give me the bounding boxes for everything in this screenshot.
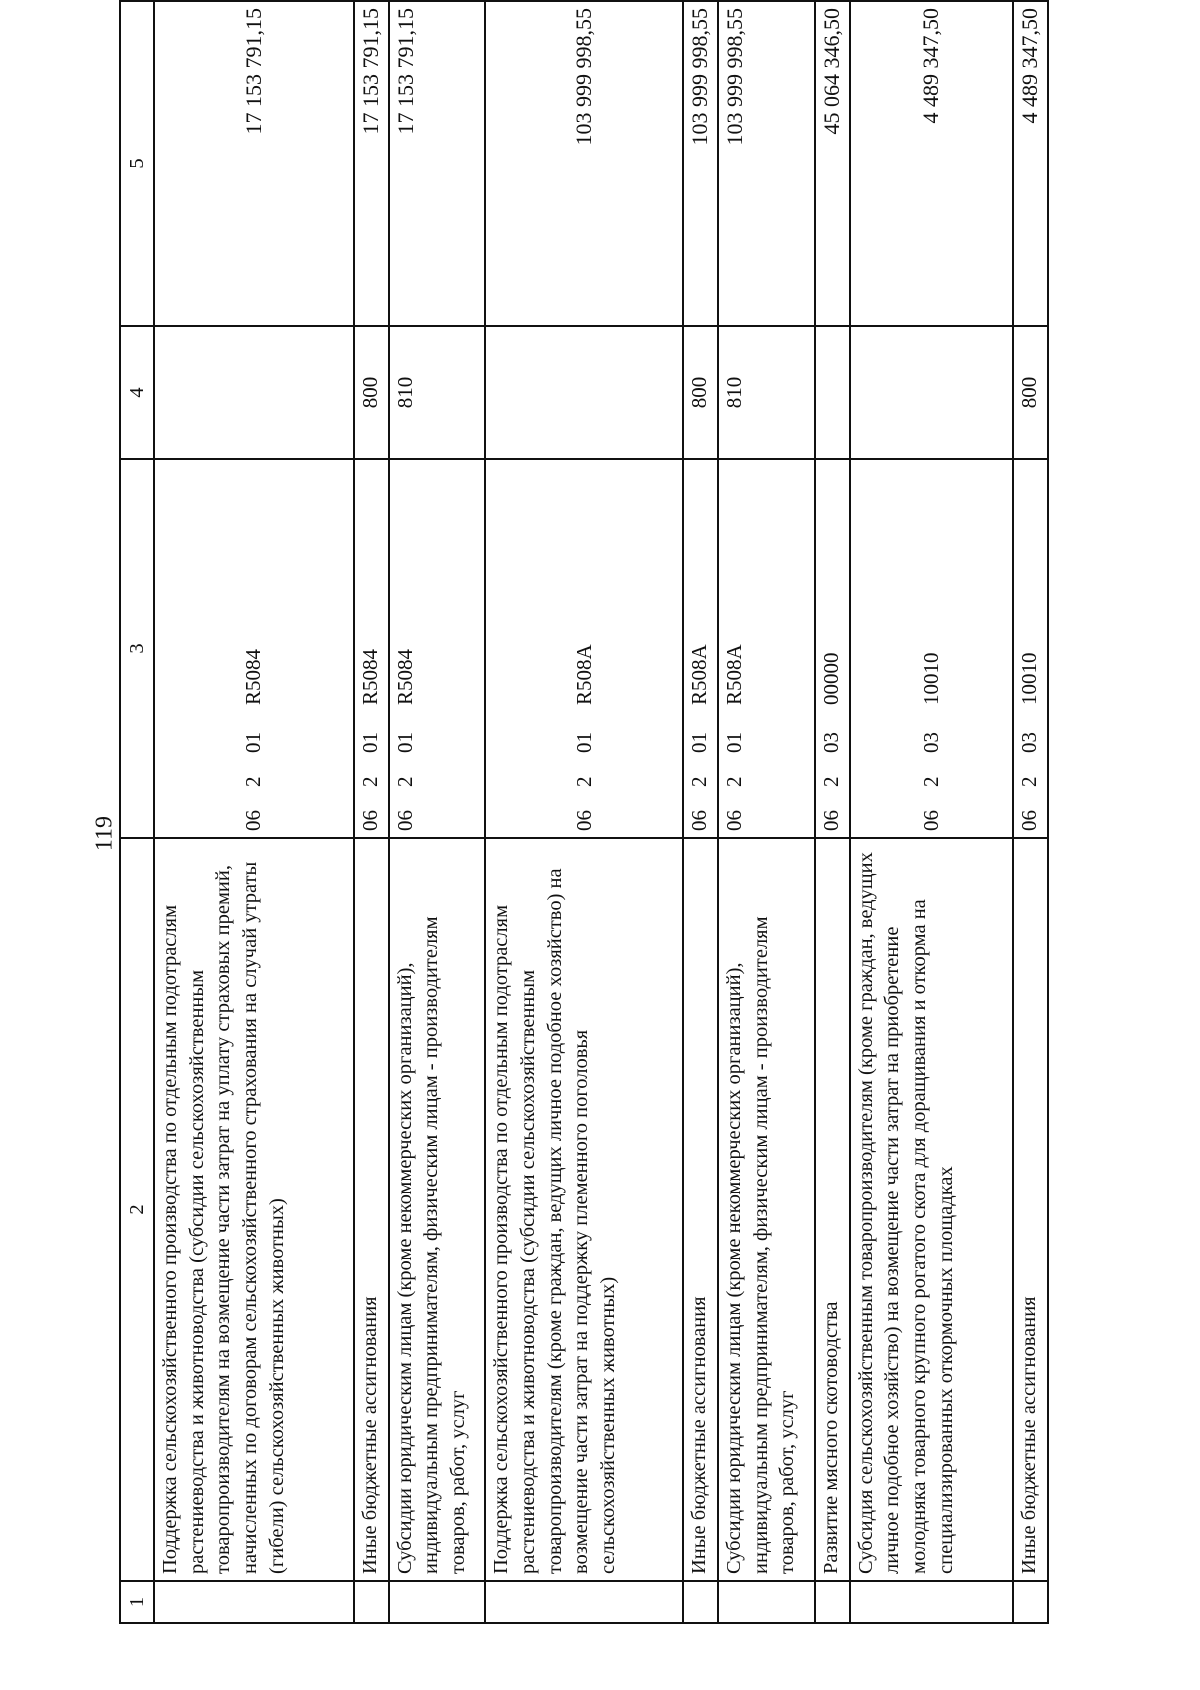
- row-num-cell: [850, 1581, 1013, 1623]
- row-vr-cell: 800: [1013, 326, 1048, 459]
- row-num-cell: [718, 1581, 815, 1623]
- code-part: 03: [1017, 732, 1042, 753]
- row-code-cell: [718, 459, 815, 838]
- row-name-cell: Поддержка сельскохозяйственного производства по отдельным подотраслям растениеводства и животноводства (субсидии сельскохозяйственным товаропроизводителям на возмещение части затрат на уплату страховых премий, начисленных по договорам сельскохозяйственного страхования на случай утраты (гибели) сельскохозяйственных животных): [154, 838, 354, 1581]
- row-name-cell: Иные бюджетные ассигнования: [1013, 838, 1048, 1581]
- row-name-cell: Субсидии юридическим лицам (кроме некоммерческих организаций), индивидуальным предпринимателям, физическим лицам - производителям товаров, работ, услуг: [718, 838, 815, 1581]
- table-row: [154, 1, 354, 1623]
- row-vr-cell: 800: [683, 326, 718, 459]
- code-part: R5084: [241, 648, 266, 705]
- row-vr-cell: 810: [718, 326, 815, 459]
- code-part: 00000: [818, 652, 843, 705]
- row-code-cell: [354, 459, 389, 838]
- row-code-cell: [485, 459, 683, 838]
- code-part: 10010: [1017, 652, 1042, 705]
- row-amount-cell: 4 489 347,50: [850, 1, 1013, 326]
- row-amount-cell: 103 999 998,55: [683, 1, 718, 326]
- page-number: 119: [91, 815, 118, 852]
- row-name-cell: Субсидия сельскохозяйственным товаропроизводителям (кроме граждан, ведущих личное подобное хозяйство) на возмещение части затрат на приобретение молодняка товарного крупного рогатого скота для доращивания и откорма на специализированных откормочных площадках: [850, 838, 1013, 1581]
- row-amount-cell: 103 999 998,55: [718, 1, 815, 326]
- row-code-cell: [389, 459, 486, 838]
- code-part: 06: [918, 810, 943, 831]
- table-row: [718, 1, 815, 1623]
- row-num-cell: [354, 1581, 389, 1623]
- row-name-cell: Развитие мясного скотоводства: [815, 838, 850, 1581]
- code-part: 2: [571, 776, 596, 787]
- code-part: 2: [721, 776, 746, 787]
- row-code-cell: [154, 459, 354, 838]
- budget-table: [119, 0, 1049, 1624]
- row-code-cell: [1013, 459, 1048, 838]
- row-num-cell: [154, 1581, 354, 1623]
- code-part: 06: [687, 810, 712, 831]
- code-part: 01: [241, 732, 266, 753]
- row-code-cell: [850, 459, 1013, 838]
- row-name-cell: Иные бюджетные ассигнования: [354, 838, 389, 1581]
- code-part: R508A: [721, 644, 746, 705]
- code-part: 2: [1017, 776, 1042, 787]
- table-row: [1013, 1, 1048, 1623]
- table-row: [850, 1, 1013, 1623]
- row-code-cell: [683, 459, 718, 838]
- row-code-cell: [815, 459, 850, 838]
- row-vr-cell: [850, 326, 1013, 459]
- code-part: 06: [1017, 810, 1042, 831]
- row-vr-cell: 810: [389, 326, 486, 459]
- row-vr-cell: [815, 326, 850, 459]
- row-num-cell: [683, 1581, 718, 1623]
- row-amount-cell: 45 064 346,50: [815, 1, 850, 326]
- code-part: 03: [918, 732, 943, 753]
- row-vr-cell: [154, 326, 354, 459]
- header-col-4: 4: [120, 326, 154, 459]
- code-part: 2: [687, 776, 712, 787]
- row-num-cell: [1013, 1581, 1048, 1623]
- code-part: 2: [918, 776, 943, 787]
- code-part: 2: [818, 776, 843, 787]
- header-col-3: 3: [120, 459, 154, 838]
- code-part: R508A: [571, 644, 596, 705]
- row-amount-cell: 103 999 998,55: [485, 1, 683, 326]
- table-row: [354, 1, 389, 1623]
- code-part: 01: [721, 732, 746, 753]
- header-col-1: 1: [120, 1581, 154, 1623]
- code-part: 06: [241, 810, 266, 831]
- table-row: [389, 1, 486, 1623]
- code-part: 2: [241, 776, 266, 787]
- code-part: R508A: [687, 644, 712, 705]
- table-row: [815, 1, 850, 1623]
- table-header-row: [120, 1, 154, 1623]
- row-amount-cell: 4 489 347,50: [1013, 1, 1048, 326]
- code-part: R5084: [357, 648, 382, 705]
- code-part: R5084: [392, 648, 417, 705]
- code-part: 01: [357, 732, 382, 753]
- code-part: 03: [818, 732, 843, 753]
- code-part: 01: [687, 732, 712, 753]
- code-part: 01: [392, 732, 417, 753]
- code-part: 2: [392, 776, 417, 787]
- code-part: 06: [818, 810, 843, 831]
- row-num-cell: [815, 1581, 850, 1623]
- code-part: 01: [571, 732, 596, 753]
- row-num-cell: [389, 1581, 486, 1623]
- table-row: [683, 1, 718, 1623]
- row-name-cell: Субсидии юридическим лицам (кроме некоммерческих организаций), индивидуальным предпринимателям, физическим лицам - производителям товаров, работ, услуг: [389, 838, 486, 1581]
- row-vr-cell: 800: [354, 326, 389, 459]
- code-part: 10010: [918, 652, 943, 705]
- row-amount-cell: 17 153 791,15: [389, 1, 486, 326]
- row-num-cell: [485, 1581, 683, 1623]
- code-part: 06: [721, 810, 746, 831]
- row-amount-cell: 17 153 791,15: [354, 1, 389, 326]
- row-name-cell: Иные бюджетные ассигнования: [683, 838, 718, 1581]
- row-name-cell: Поддержка сельскохозяйственного производства по отдельным подотраслям растениеводства и животноводства (субсидии сельскохозяйственным товаропроизводителям (кроме граждан, ведущих личное подобное хозяйство) на возмещение части затрат на поддержку племенного поголовья сельскохозяйственных животных): [485, 838, 683, 1581]
- table-row: [485, 1, 683, 1623]
- row-vr-cell: [485, 326, 683, 459]
- header-col-2: 2: [120, 838, 154, 1581]
- code-part: 06: [357, 810, 382, 831]
- header-col-5: 5: [120, 1, 154, 326]
- code-part: 06: [571, 810, 596, 831]
- code-part: 06: [392, 810, 417, 831]
- code-part: 2: [357, 776, 382, 787]
- rotated-table-container: [119, 2, 1049, 1624]
- row-amount-cell: 17 153 791,15: [154, 1, 354, 326]
